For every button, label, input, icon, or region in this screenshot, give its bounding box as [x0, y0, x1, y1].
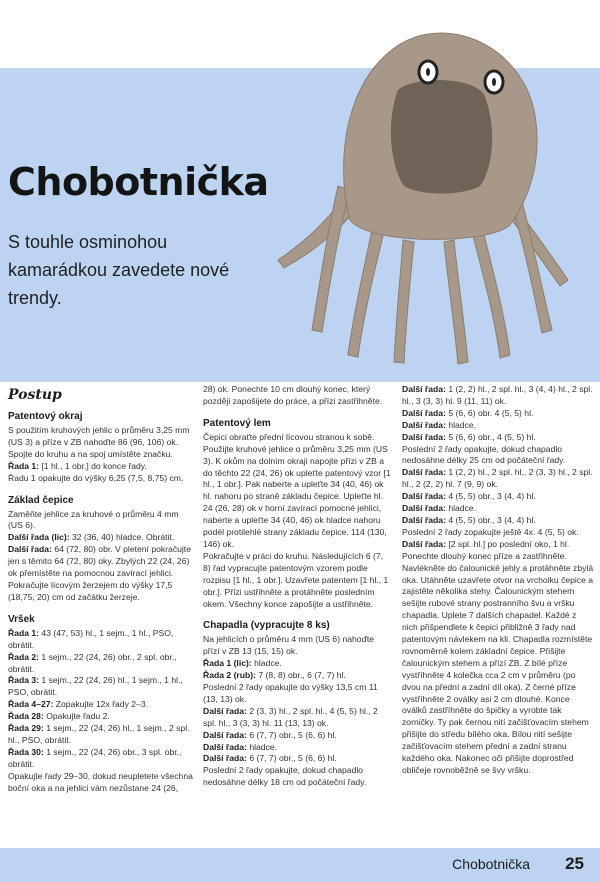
- heading-zaklad-cepice: Základ čepice: [8, 494, 74, 506]
- paragraph: Čepici obraťte přední lícovou stranou k sobě. Použijte kruhové jehlice o průměru 3,25 mm (US 3). K okům na dolním okraji napojte přízi v ZB a do těchto 22 (24, 26) ok upleťte patentový vzor [1 hl., 1 obr.]. Pak naberte a upleťte 34 (40, 46) ok hl. nahoru po straně základu čepice. Upleťte hl. 24 (26, 28) ok v horní zavírací pomocné jehlici, naberte a upleťte 34 (40, 46) ok hladce nahoru podél protilehlé strany základu čepice. 114 (130, 146) ok.: [203, 431, 391, 549]
- octopus-hat-photo: [258, 10, 600, 380]
- column-3: [402, 384, 594, 777]
- paragraph: Poslední 2 řady opakujte, dokud chapadlo nedosáhne délky 25 cm od počáteční řady.: [402, 443, 566, 466]
- paragraph: Ponechte dlouhý konec příze a zastřihněte. Navlékněte do čalounické jehly a protáhněte zbylá oka. Utáhněte uzavřete otvor na vrcholku čepice a zajistěte několika stehy. Čalounickým stehem sešijte rubové strany postranního švu a vršku chapadla. Uplete 7 dalších chapadel. Každé z nich přišpendlete k čepici přibližně 3 řady nad patentovým návlekem na kli. Chapadla rozmístěte rovnoměrně kolem základní čepice. Přišijte čalounickým stehem a přízí ZB. Z bílé příze vystříhněte 4 kolečka cca 2 cm v průměru (po dvou na přední a zadní díl oka). Z černé příze vystříhněte 2 oválky asi 2 cm dlouhé. Konce oválků zastříhněte do špičky a vyrobte tak zorničky. Ty pak černou nití začišťovacím stehem přišijte do středu bílého oka. Bílou nití sešijte začišťovacím stehem přední a zadní stranu každého oka. Nakonec oči přišijte doprostřed obličeje rovnoběžně se švy vršku.: [402, 550, 594, 775]
- row-instruction: Řada 4–27: Zopakujte 12x řady 2–3.: [8, 699, 148, 710]
- row-instruction: Další řada: hladce.: [203, 741, 278, 752]
- row-instruction: Další řada: 64 (72, 80) obr. V pletení pokračujte jen s těmito 64 (72, 80) oky. Zbylých 22 (24, 26) ok přemístěte na pomocnou zavírací jehlici. Pokračujte lícovým žerzejem do výšky 17,5 (18,75, 20) cm od začátku žerzeje.: [8, 544, 191, 602]
- row-instruction: Další řada: hladce.: [402, 503, 477, 514]
- page-number: 25: [565, 854, 584, 873]
- row-instruction: Další řada: 5 (6, 6) obr., 4 (5, 5) hl.: [402, 431, 536, 442]
- heading-vrsek: Vršek: [8, 613, 35, 625]
- row-instruction: Řada 3: 1 sejm., 22 (24, 26) hl., 1 sejm., 1 hl., PSO, obrátit.: [8, 675, 183, 698]
- paragraph: Řadu 1 opakujte do výšky 6,25 (7,5, 8,75) cm.: [8, 472, 184, 483]
- paragraph: Na jehlicích o průměru 4 mm (US 6) nahoďte přízí v ZB 13 (15, 15) ok.: [203, 634, 375, 657]
- row-instruction: Další řada: [2 spl. hl.] po poslední oko, 1 hl.: [402, 538, 570, 549]
- row-instruction: Řada 28: Opakujte řadu 2.: [8, 711, 110, 722]
- column-2: [203, 384, 393, 789]
- footer-title: Chobotnička: [452, 856, 530, 872]
- row-instruction: Další řada: hladce.: [402, 419, 477, 430]
- column-1: [8, 384, 194, 794]
- row-instruction: Další řada: 4 (5, 5) obr., 3 (4, 4) hl.: [402, 491, 536, 502]
- heading-patentovy-okraj: Patentový okraj: [8, 411, 83, 422]
- section-title: Postup: [8, 387, 62, 403]
- row-instruction: Další řada: 2 (3, 3) hl., 2 spl. hl., 4 (5, 5) hl., 2 spl. hl., 3 (3, 3) hl. 11 (13, 13) ok.: [203, 705, 378, 728]
- page-header: [0, 0, 600, 382]
- page-title: Chobotnička: [8, 160, 269, 204]
- heading-patentovy-lem: Patentový lem: [203, 417, 271, 429]
- paragraph: Poslední 2 řady opakujte do výšky 13,5 cm 11 (13, 13) ok.: [203, 682, 378, 704]
- paragraph: Poslední 2 řady zopakujte ještě 4x. 4 (5, 5) ok.: [402, 526, 579, 537]
- paragraph: Poslední 2 řady opakujte, dokud chapadlo nedosáhne délky 18 cm od počáteční řady.: [203, 765, 367, 788]
- row-instruction: Další řada: 1 (2, 2) hl., 2 spl. hl., 3 (4, 4) hl., 2 spl. hl., 3 (3, 3) hl. 9 (11, 11) ok.: [402, 384, 593, 406]
- row-instruction: Další řada: 4 (5, 5) obr., 3 (4, 4) hl.: [402, 514, 536, 525]
- page-footer: [0, 848, 600, 882]
- paragraph: Pokračujte v práci do kruhu. Následujících 6 (7, 8) řad vypracujte patentovým vzorem podle rozpisu [1 hl., 1 obr.]. Uzavřete patentem [1 hl., 1 obr.]. Přízi ustřihněte a protáhněte posledním okem. Všechny konce zapošijte a ustřihněte.: [203, 550, 389, 609]
- row-instruction: Další řada: 5 (6, 6) obr. 4 (5, 5) hl.: [402, 407, 534, 418]
- row-instruction: Další řada: 1 (2, 2) hl., 2 spl. hl., 2 (3, 3) hl., 2 spl. hl., 2 (2, 2) hl. 7 (9, 9) ok.: [402, 467, 593, 490]
- row-instruction: Řada 2: 1 sejm., 22 (24, 26) obr., 2 spl. obr., obrátit.: [8, 651, 177, 674]
- page-subtitle: S touhle osminohou kamarádkou zavedete nové trendy.: [8, 232, 230, 308]
- row-instruction: Řada 1: 43 (47, 53) hl., 1 sejm., 1 hl., PSO, obrátit.: [8, 627, 174, 650]
- heading-chapadla: Chapadla (vypracujte 8 ks): [203, 620, 330, 632]
- row-instruction: Řada 29: 1 sejm., 22 (24, 26) hl., 1 sejm., 2 spl. hl., PSO, obrátit.: [8, 723, 190, 745]
- paragraph: Opakujte řady 29–30, dokud neupletete všechna boční oka a na jehlici vám nezůstane 24 (26,: [8, 770, 193, 793]
- paragraph: Zaměňte jehlice za kruhové o průměru 4 mm (US 6).: [8, 508, 179, 531]
- row-instruction: Řada 1: [1 hl., 1 obr.] do konce řady.: [8, 460, 147, 471]
- row-instruction: Řada 2 (rub): 7 (8, 8) obr., 6 (7, 7) hl.: [203, 670, 346, 681]
- row-instruction: Další řada: 6 (7, 7) obr., 5 (6, 6) hl.: [203, 753, 337, 764]
- row-instruction: Řada 1 (lic): hladce.: [203, 658, 282, 669]
- paragraph: 28) ok. Ponechte 10 cm dlouhý konec, který později zapošijete do práce, a přízi zastřihněte.: [203, 384, 383, 406]
- paragraph: S použitím kruhových jehlic o průměru 3,25 mm (US 3) a příze v ZB nahoďte 86 (96, 106) ok. Spojte do kruhu a na spoj umístěte značku.: [8, 425, 190, 459]
- row-instruction: Řada 30: 1 sejm., 22 (24, 26) obr., 3 spl. obr., obrátit.: [8, 746, 182, 769]
- row-instruction: Další řada: 6 (7, 7) obr., 5 (6, 6) hl.: [203, 729, 337, 740]
- row-instruction: Další řada (lic): 32 (36, 40) hladce. Obrátit.: [8, 532, 175, 543]
